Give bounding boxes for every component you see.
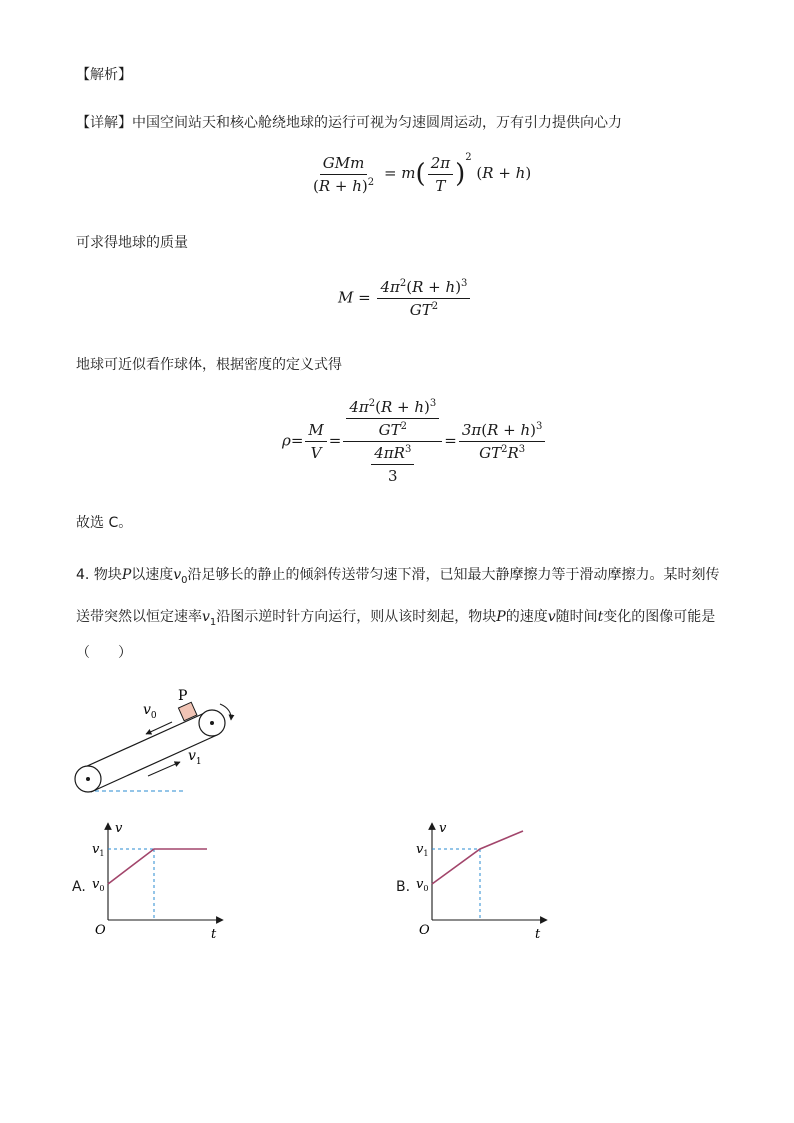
eq1-mass: m [401,164,416,182]
graph-option-a [88,815,238,945]
eq1-equals: = [383,164,397,182]
eq1-lhs-numerator: GMm [320,154,368,175]
velocity-curve [108,849,207,884]
axis-x-label: t [211,927,217,942]
tick-v0: $v_0$ [416,877,429,893]
conveyor-figure [60,680,260,805]
option-b-label[interactable]: B. [396,879,411,895]
conclusion: 故选 C。 [76,515,133,531]
eq1-lhs-denominator: R + h [318,176,362,195]
graph-option-b [412,815,562,945]
answer-blank: （ ） [76,645,132,661]
eq1-frac-denominator: T [435,176,446,195]
origin-label: O [95,923,106,938]
question-line-2: 送带突然以恒定速率$v_1$沿图示逆时针方向运行，则从该时刻起，物块P的速度v随时间t变化的图像可能是 [76,609,716,628]
eq1-frac-numerator: 2π [428,154,453,175]
velocity-curve [432,831,523,884]
question-line-1: 4. 物块P以速度$v_0$沿足够长的静止的倾斜传送带匀速下滑，已知最大静摩擦力等于滑动摩擦力。某时刻传 [76,567,720,586]
eq3-rho: ρ= [282,431,304,450]
tick-v1: $v_1$ [416,842,429,858]
eq1-tail: R + h [482,164,526,182]
equation-gravitation: $\frac{\text{GMm}}{(R + h)^2}$ = m( $\frac{2\pi}{T}$ )$^2$ (R + h) [313,152,532,195]
equation-density: ρ= $\frac{M}{V}$ = $\frac{\frac{4\pi^2(R + h)^3}{GT^2}}{\frac{4\pi R^3}{3}}$ = $\frac{3\pi(R + h)^3}{GT^2R^3}$ [282,398,547,485]
detail-text: 中国空间站天和核心舱绕地球的运行可视为匀速圆周运动，万有引力提供向心力 [132,115,622,131]
mass-intro: 可求得地球的质量 [76,235,188,251]
block-label: P [178,688,188,704]
detail-paragraph [76,112,622,132]
axis-y-label: v [439,821,447,836]
density-intro: 地球可近似看作球体，根据密度的定义式得 [76,357,342,373]
axis-x-label: t [535,927,541,942]
v0-arrow [146,722,172,734]
axis-y-label: v [115,821,123,836]
analysis-heading: 【解析】 [76,67,132,83]
v0-label: $v_0$ [143,702,157,721]
v1-label: $v_1$ [188,748,202,767]
detail-label: 【详解】 [76,115,132,131]
origin-label: O [419,923,430,938]
equation-mass: M = $\frac{4\pi^2(R + h)^3}{GT^2}$ [338,278,472,319]
option-a-label[interactable]: A. [72,879,86,895]
tick-v1: $v_1$ [92,842,105,858]
tick-v0: $v_0$ [92,877,105,893]
eq2-lhs: M = [338,288,371,307]
